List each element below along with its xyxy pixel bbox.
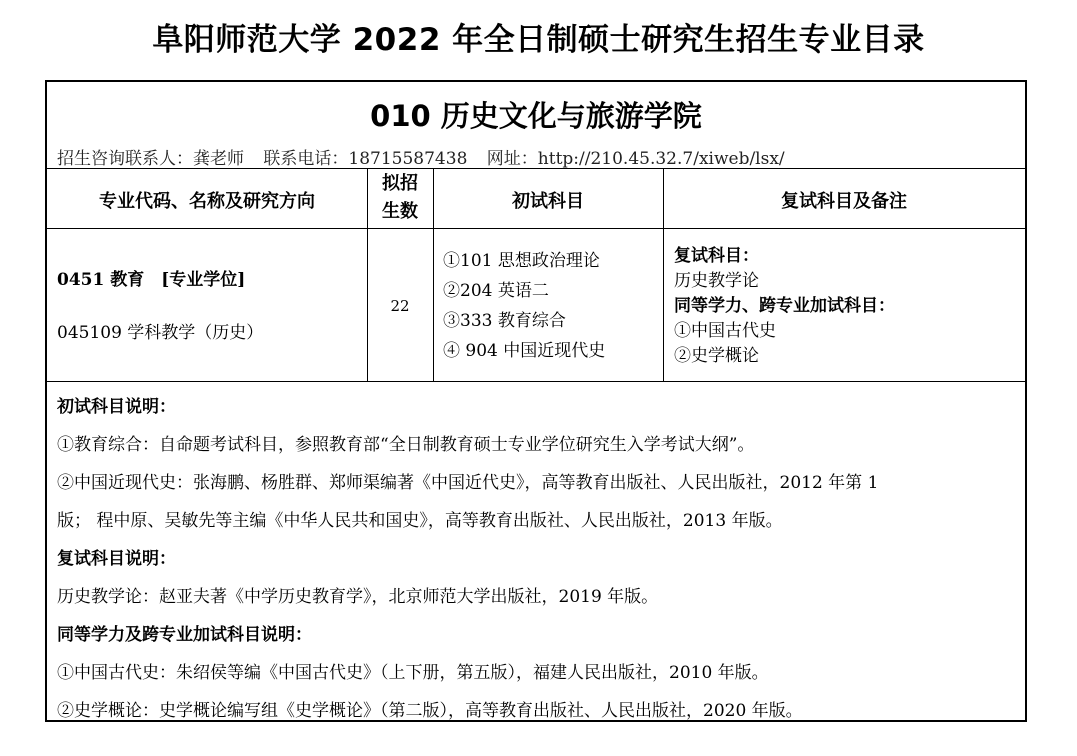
extra-notes-heading: 同等学力及跨专业加试科目说明： <box>57 625 312 645</box>
notes-section <box>57 388 1015 730</box>
divider <box>47 168 1025 169</box>
contact-info <box>57 144 799 169</box>
page-title: 阜阳师范大学 2022 年全日制硕士研究生招生专业目录 <box>152 22 925 58</box>
contact-person: 招生咨询联系人：龚老师 <box>57 149 244 169</box>
note-line: 历史教学论：赵亚夫著《中学历史教育学》，北京师范大学出版社，2019 年版。 <box>57 587 659 607</box>
major-code: 0451 教育 [专业学位] <box>57 270 246 290</box>
quota-value: 22 <box>390 297 410 315</box>
header-quota-line2: 生数 <box>382 201 418 222</box>
note-line: ②中国近现代史：张海鹏、杨胜群、郑师渠编著《中国近代史》，高等教育出版社、人民出版社，2012 年第 1 <box>57 473 879 493</box>
header-major: 专业代码、名称及研究方向 <box>99 191 315 212</box>
note-line: ①教育综合：自命题考试科目，参照教育部“全日制教育硕士专业学位研究生入学考试大纲”。 <box>57 435 755 455</box>
catalog-table <box>45 80 1027 722</box>
initial-subject: ①101 思想政治理论 <box>443 251 600 271</box>
retest-subject: 历史教学论 <box>674 271 759 291</box>
note-line: 版； 程中原、吴敏先等主编《中华人民共和国史》，高等教育出版社、人民出版社，2013 年版。 <box>57 511 783 531</box>
note-line: ②史学概论：史学概论编写组《史学概论》（第二版），高等教育出版社、人民出版社，2020 年版。 <box>57 701 803 721</box>
header-initial: 初试科目 <box>512 191 584 212</box>
note-line: ①中国古代史：朱绍侯等编《中国古代史》（上下册，第五版），福建人民出版社，2010 年版。 <box>57 663 769 683</box>
initial-notes-heading: 初试科目说明： <box>57 397 176 417</box>
retest-notes-heading: 复试科目说明： <box>57 549 176 569</box>
contact-website: 网址：http://210.45.32.7/xiweb/lsx/ <box>486 149 785 169</box>
college-name: 010 历史文化与旅游学院 <box>370 99 702 133</box>
initial-subject: ④ 904 中国近现代史 <box>443 341 606 361</box>
header-quota <box>367 170 433 226</box>
initial-subject: ②204 英语二 <box>443 281 549 301</box>
extra-title: 同等学力、跨专业加试科目： <box>674 296 895 316</box>
initial-subject: ③333 教育综合 <box>443 311 566 331</box>
header-retest: 复试科目及备注 <box>781 191 907 212</box>
divider <box>47 381 1025 382</box>
retest-title: 复试科目： <box>674 246 759 266</box>
extra-subject: ②史学概论 <box>674 346 759 366</box>
initial-subjects <box>443 246 605 366</box>
header-quota-line1: 拟招 <box>382 173 418 194</box>
contact-phone: 联系电话：18715587438 <box>263 149 468 169</box>
retest-cell <box>674 244 895 369</box>
divider <box>47 228 1025 229</box>
major-direction: 045109 学科教学（历史） <box>57 323 264 343</box>
extra-subject: ①中国古代史 <box>674 321 776 341</box>
